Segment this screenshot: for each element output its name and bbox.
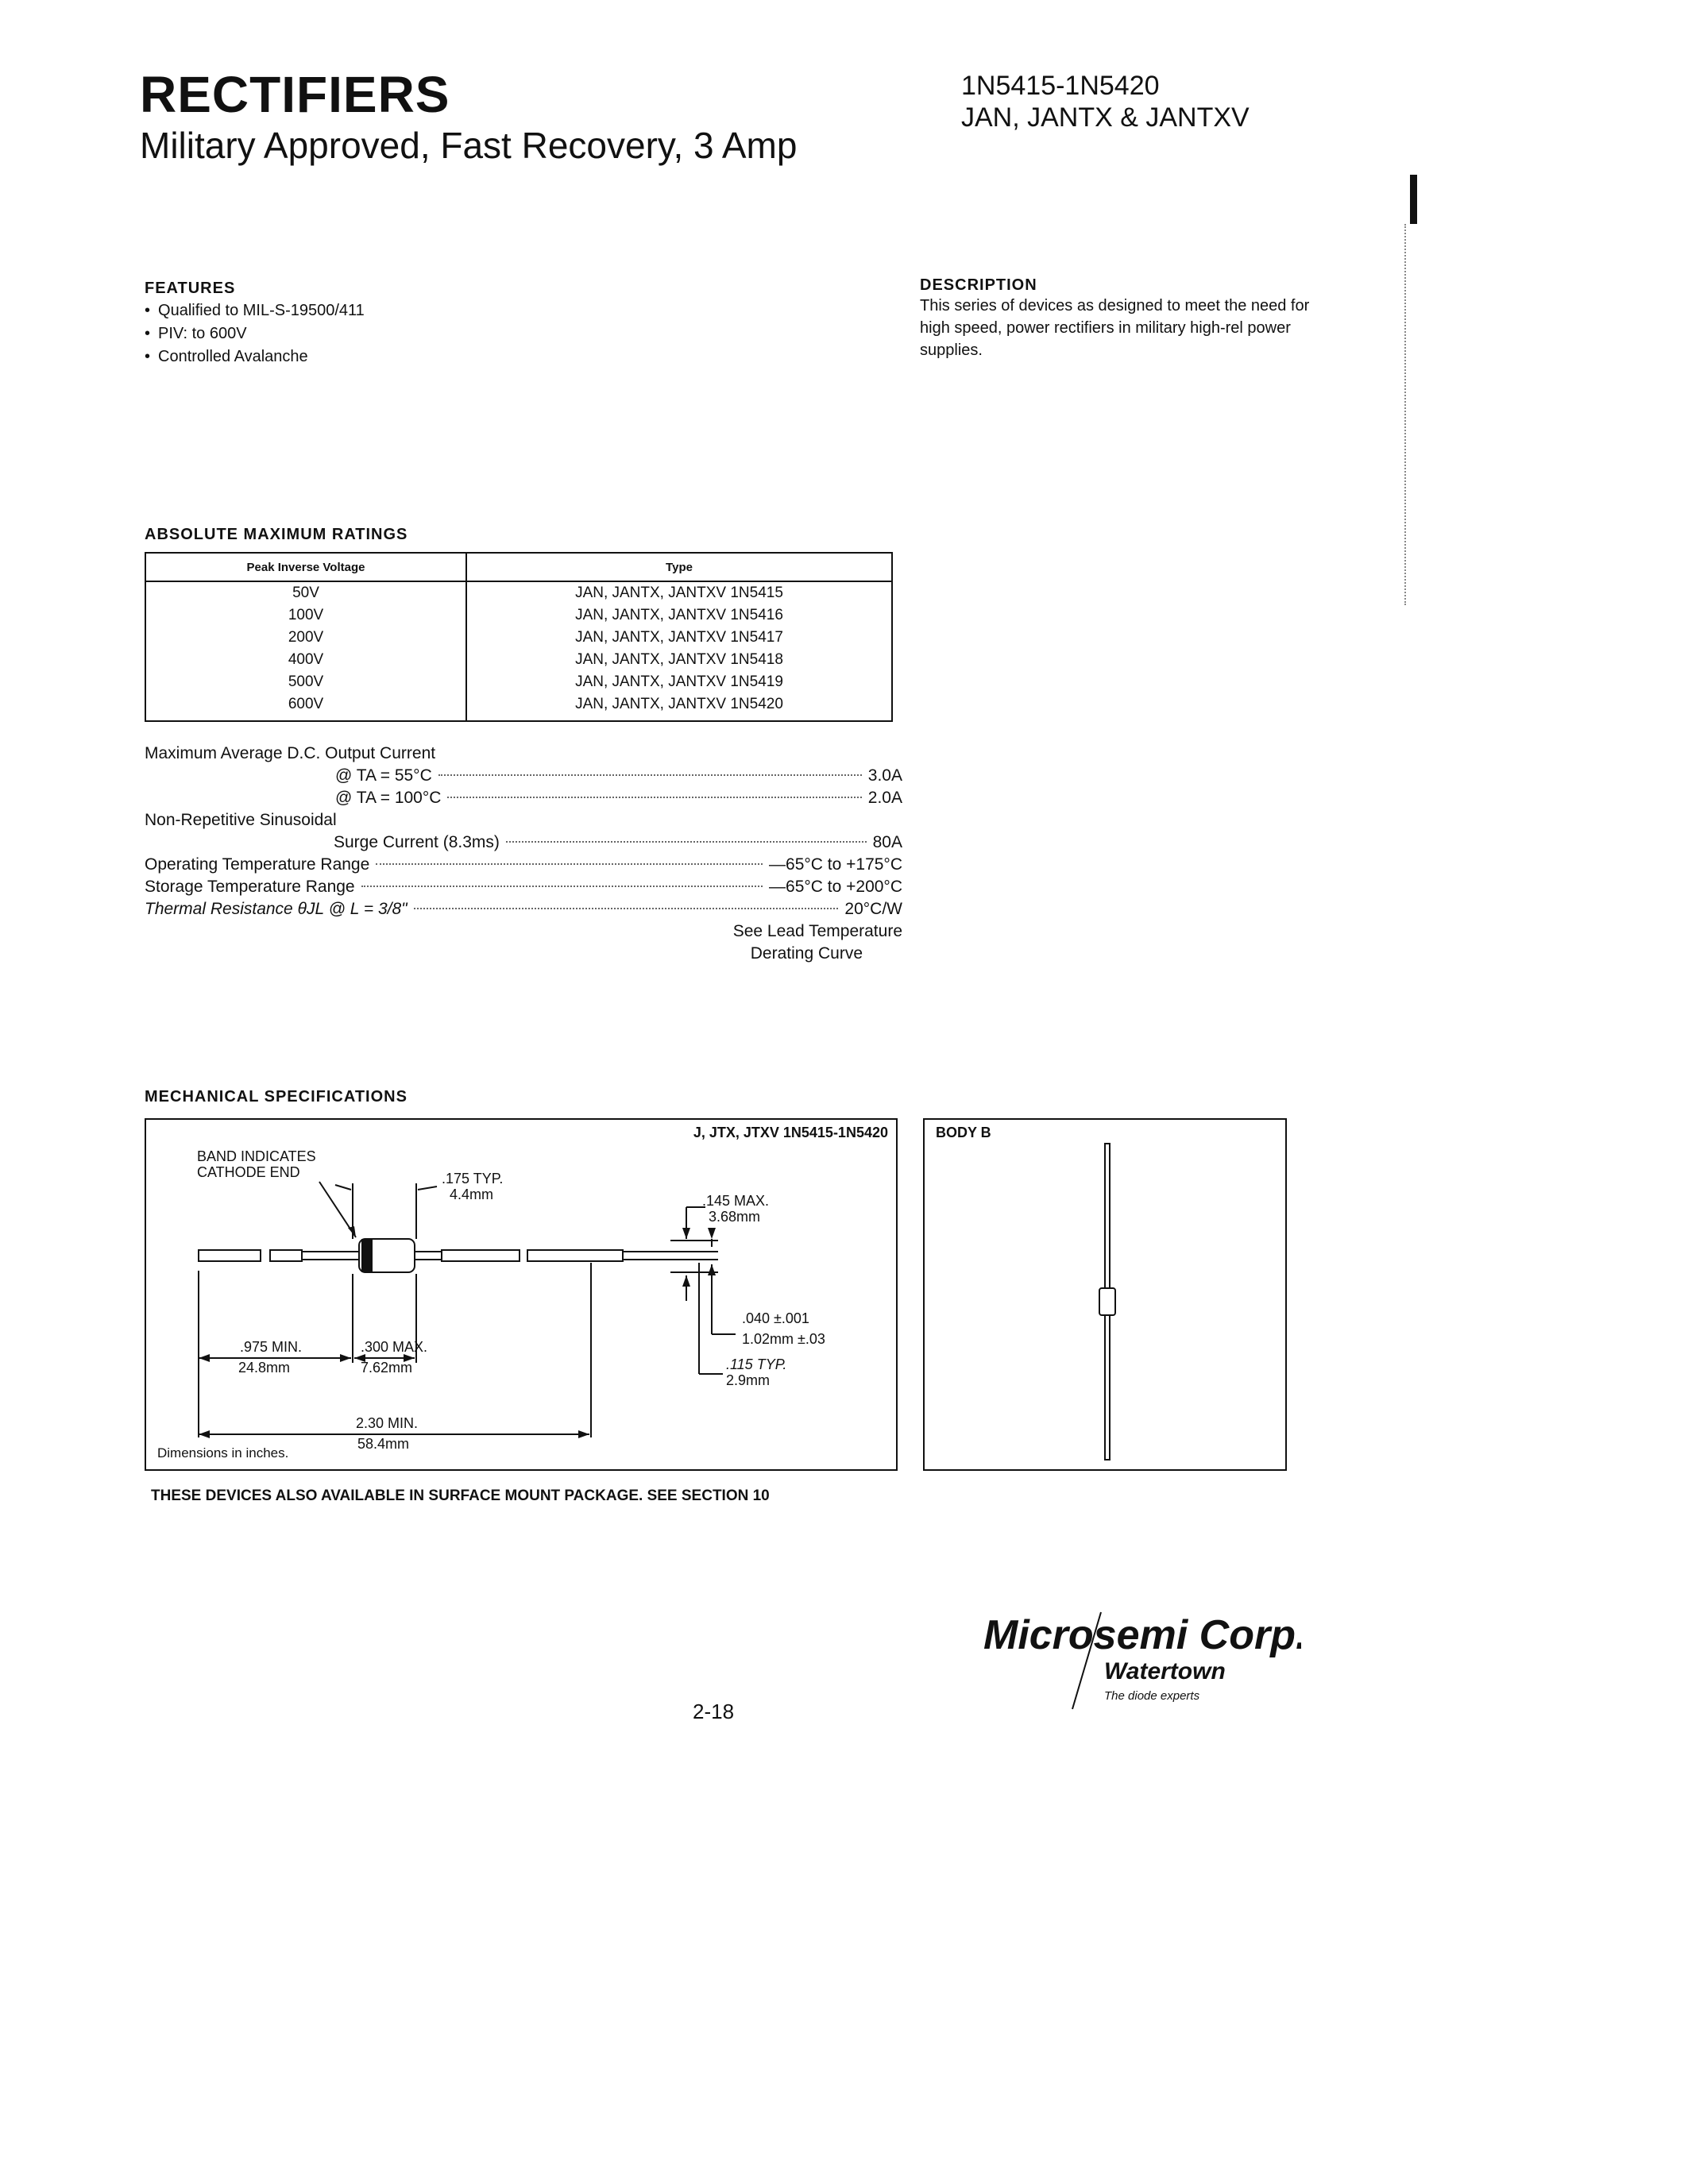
spec-value: —65°C to +175°C	[769, 855, 902, 874]
page-number: 2-18	[693, 1700, 735, 1723]
lead-segment	[442, 1250, 520, 1261]
surface-mount-note: THESE DEVICES ALSO AVAILABLE IN SURFACE MOUNT PACKAGE. SEE SECTION 10	[151, 1488, 770, 1504]
spec-row-stor-temp	[145, 876, 902, 898]
spec-value: 2.0A	[867, 789, 902, 807]
spec-label: @ TA = 100°C	[335, 789, 442, 807]
table-row	[145, 671, 892, 693]
drawing-title: J, JTX, JTXV 1N5415-1N5420	[693, 1125, 888, 1140]
spec-label: Storage Temperature Range	[145, 878, 355, 896]
cell-voltage: 500V	[145, 671, 466, 693]
spec-row-thermal	[145, 898, 902, 920]
dim-300-mm: 7.62mm	[361, 1360, 413, 1376]
lead-bottom	[1105, 1315, 1110, 1460]
spec-note: See Lead Temperature	[732, 922, 902, 940]
spec-label: Maximum Average D.C. Output Current	[145, 744, 436, 762]
lead-segment	[527, 1250, 623, 1261]
dim-115-inch: .115 TYP.	[726, 1356, 787, 1372]
part-grades: JAN, JANTX & JANTXV	[961, 102, 1250, 133]
dim-175-mm: 4.4mm	[450, 1187, 494, 1202]
band-note-line2: CATHODE END	[197, 1164, 300, 1180]
feature-item: • Controlled Avalanche	[145, 345, 365, 369]
cell-voltage: 50V	[145, 581, 466, 604]
ratings-heading: ABSOLUTE MAXIMUM RATINGS	[145, 526, 408, 543]
cell-type: JAN, JANTX, JANTXV 1N5416	[575, 607, 783, 623]
spec-see-note-1	[145, 920, 902, 943]
page-subtitle: Military Approved, Fast Recovery, 3 Amp	[140, 125, 798, 166]
table-row	[145, 627, 892, 649]
spec-value: 80A	[872, 833, 902, 851]
spec-label: Operating Temperature Range	[145, 855, 370, 874]
section-marker	[1410, 175, 1417, 224]
page-title: RECTIFIERS	[140, 66, 450, 123]
body-style-box	[923, 1118, 1287, 1471]
diode-body-small	[1099, 1288, 1115, 1315]
leader-dots	[447, 797, 861, 798]
leader-dots	[361, 886, 763, 887]
body-style-title: BODY B	[936, 1125, 991, 1140]
cell-voltage: 100V	[145, 604, 466, 627]
spec-see-note-2	[145, 943, 902, 965]
feature-item: • Qualified to MIL-S-19500/411	[145, 299, 365, 322]
spec-row-100c	[145, 787, 902, 809]
mechanical-heading: MECHANICAL SPECIFICATIONS	[145, 1088, 408, 1106]
cell-type: JAN, JANTX, JANTXV 1N5419	[575, 673, 783, 690]
spec-value: 3.0A	[867, 766, 902, 785]
dim-145-inch: .145 MAX.	[702, 1193, 770, 1209]
cell-type: JAN, JANTX, JANTXV 1N5418	[575, 651, 783, 668]
description-section	[920, 276, 1333, 361]
part-number-block	[961, 70, 1250, 133]
spec-row-op-temp	[145, 854, 902, 876]
leader-dots	[376, 863, 763, 865]
features-heading: FEATURES	[145, 280, 236, 297]
svg-text:The diode experts: The diode experts	[1104, 1689, 1200, 1703]
cell-voltage: 400V	[145, 649, 466, 671]
dim-145-mm: 3.68mm	[709, 1209, 761, 1225]
spec-note: Derating Curve	[750, 944, 863, 963]
diode-dimension-drawing	[146, 1120, 896, 1469]
lead-top	[1105, 1144, 1110, 1288]
feature-item: • PIV: to 600V	[145, 322, 365, 345]
cell-type: JAN, JANTX, JANTXV 1N5415	[575, 585, 783, 601]
spec-value: 20°C/W	[844, 900, 902, 918]
dim-230-mm: 58.4mm	[357, 1436, 410, 1452]
ratings-table	[145, 552, 893, 722]
mechanical-drawing-box	[145, 1118, 898, 1471]
dim-040-mm: 1.02mm ±.03	[742, 1331, 825, 1347]
description-text: This series of devices as designed to meet the need for high speed, power rectifiers in military high-rel power supplies.	[920, 297, 1310, 359]
dim-230-inch: 2.30 MIN.	[356, 1415, 419, 1431]
logo-image	[983, 1604, 1301, 1715]
spec-row-surge	[145, 832, 902, 854]
diode-outline-drawing	[925, 1120, 1285, 1469]
spec-label: @ TA = 55°C	[335, 766, 432, 785]
features-section	[145, 280, 365, 369]
cell-voltage: 600V	[145, 693, 466, 721]
dim-040-inch: .040 ±.001	[742, 1310, 809, 1326]
table-row	[145, 693, 892, 721]
spec-value: —65°C to +200°C	[769, 878, 902, 896]
cathode-band	[362, 1240, 372, 1271]
leader-dots	[438, 774, 862, 776]
part-range: 1N5415-1N5420	[961, 71, 1160, 101]
lead-segment	[199, 1250, 261, 1261]
cell-voltage: 200V	[145, 627, 466, 649]
spec-avg-current-label	[145, 743, 902, 765]
table-row	[145, 649, 892, 671]
band-note-line1: BAND INDICATES	[197, 1148, 316, 1164]
svg-text:Watertown: Watertown	[1104, 1658, 1226, 1684]
dim-115-mm: 2.9mm	[726, 1372, 771, 1388]
cell-type: JAN, JANTX, JANTXV 1N5417	[575, 629, 783, 646]
dim-175-inch: .175 TYP.	[442, 1171, 504, 1187]
leader-dots	[506, 841, 867, 843]
spec-label: Surge Current (8.3ms)	[334, 833, 500, 851]
description-heading: DESCRIPTION	[920, 276, 1037, 294]
dim-975-mm: 24.8mm	[238, 1360, 291, 1376]
leader-dots	[414, 908, 839, 909]
microsemi-logo	[983, 1604, 1301, 1715]
cell-type: JAN, JANTX, JANTXV 1N5420	[575, 696, 783, 712]
lead-segment	[270, 1250, 302, 1261]
table-row	[145, 581, 892, 604]
column-header-type: Type	[466, 553, 892, 581]
table-header-row	[145, 553, 892, 581]
spec-label: Thermal Resistance θJL @ L = 3/8"	[145, 900, 408, 918]
table-row	[145, 604, 892, 627]
features-list	[145, 299, 365, 369]
dimensions-note: Dimensions in inches.	[157, 1445, 289, 1461]
svg-text:Microsemi Corp.: Microsemi Corp.	[983, 1612, 1301, 1658]
spec-label: Non-Repetitive Sinusoidal	[145, 811, 337, 829]
spec-surge-label	[145, 809, 902, 832]
column-header-voltage: Peak Inverse Voltage	[145, 553, 466, 581]
spec-row-55c	[145, 765, 902, 787]
dim-300-inch: .300 MAX.	[361, 1339, 428, 1355]
margin-line	[1404, 224, 1406, 605]
dim-975-inch: .975 MIN.	[240, 1339, 303, 1355]
